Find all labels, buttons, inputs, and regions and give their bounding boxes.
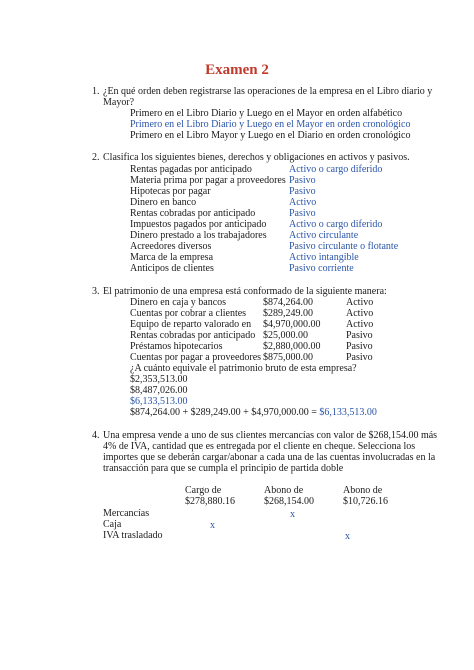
q2-item: Materia prima por pagar a proveedores	[130, 175, 286, 186]
q3-type: Pasivo	[346, 352, 373, 363]
q1-option-2-selected: Primero en el Libro Diario y Luego en el Mayor en orden cronológico	[130, 119, 411, 130]
q2-answer: Activo	[289, 197, 317, 208]
q2-item: Anticipos de clientes	[130, 263, 214, 274]
q3-calc-result: $6,133,513.00	[319, 407, 377, 418]
q2-answer: Pasivo	[289, 186, 316, 197]
q2-answer: Activo circulante	[289, 230, 359, 241]
q4-mark-mercancias: x	[290, 509, 295, 520]
q2-answer: Pasivo	[289, 208, 316, 219]
q3-concept: Cuentas por pagar a proveedores	[130, 352, 262, 363]
q4-line: Una empresa vende a uno de sus clientes mercancías con valor de $268,154.00 más	[103, 430, 438, 441]
q3-calculation	[130, 407, 377, 419]
q2-item: Marca de la empresa	[130, 252, 214, 263]
q1-option-3: Primero en el Libro Mayor y Luego en el Diario en orden cronológico	[130, 130, 411, 141]
q4-account: Caja	[103, 519, 122, 530]
q3-amount: $875,000.00	[263, 352, 313, 363]
q1-line2: Mayor?	[103, 97, 135, 108]
q4-number: 4.	[92, 430, 100, 441]
q3-amount: $289,249.00	[263, 308, 313, 319]
q3-concept: Equipo de reparto valorado en	[130, 319, 252, 330]
q3-question: ¿A cuánto equivale el patrimonio bruto de esta empresa?	[130, 363, 357, 374]
q2-answer: Activo o cargo diferido	[289, 219, 383, 230]
q4-line: transacción para que se cumpla el principio de partida doble	[103, 463, 344, 474]
q3-option-2: $8,487,026.00	[130, 385, 188, 396]
q2-item: Impuestos pagados por anticipado	[130, 219, 267, 230]
q2-item: Hipotecas por pagar	[130, 186, 211, 197]
q3-concept: Cuentas por cobrar a clientes	[130, 308, 247, 319]
q4-mark-iva: x	[345, 531, 350, 542]
q1-number: 1.	[92, 86, 100, 97]
page-title: Examen 2	[205, 62, 269, 78]
q3-type: Activo	[346, 319, 374, 330]
q3-amount: $2,880,000.00	[263, 341, 321, 352]
q2-item: Dinero prestado a los trabajadores	[130, 230, 267, 241]
q2-item: Rentas pagadas por anticipado	[130, 164, 252, 175]
q4-header-label: Abono de	[343, 485, 383, 496]
q2-answer: Activo intangible	[289, 252, 359, 263]
q2-item: Acreedores diversos	[130, 241, 212, 252]
q4-header-label: Abono de	[264, 485, 304, 496]
q1-line1: ¿En qué orden deben registrarse las operaciones de la empresa en el Libro diario y	[103, 86, 433, 97]
q4-header-label: Cargo de	[185, 485, 222, 496]
q3-concept: Dinero en caja y bancos	[130, 297, 227, 308]
q3-type: Pasivo	[346, 341, 373, 352]
q4-mark-caja: x	[210, 520, 215, 531]
q2-answer: Activo o cargo diferido	[289, 164, 383, 175]
q3-type: Pasivo	[346, 330, 373, 341]
q3-amount: $25,000.00	[263, 330, 308, 341]
q2-answer: Pasivo	[289, 175, 316, 186]
q4-line: 4% de IVA, cantidad que es entregada por el cliente en cheque. Selecciona los	[103, 441, 416, 452]
q2-answer: Pasivo corriente	[289, 263, 354, 274]
q3-calc-prefix: $874,264.00 + $289,249.00 + $4,970,000.00 =	[130, 407, 320, 418]
q4-header-amount: $278,880.16	[185, 496, 235, 507]
q4-header-amount: $10,726.16	[343, 496, 388, 507]
q1-option-1: Primero en el Libro Diario y Luego en el Mayor en orden alfabético	[130, 108, 403, 119]
q4-account: IVA trasladado	[103, 530, 163, 541]
q3-option-1: $2,353,513.00	[130, 374, 188, 385]
q2-answer: Pasivo circulante o flotante	[289, 241, 399, 252]
q4-account: Mercancías	[103, 508, 150, 519]
q3-option-3-selected: $6,133,513.00	[130, 396, 188, 407]
q3-prompt: El patrimonio de una empresa está conformado de la siguiente manera:	[103, 286, 387, 297]
q3-amount: $874,264.00	[263, 297, 313, 308]
q3-concept: Préstamos hipotecarios	[130, 341, 223, 352]
q3-concept: Rentas cobradas por anticipado	[130, 330, 256, 341]
q2-prompt: Clasifica los siguientes bienes, derechos y obligaciones en activos y pasivos.	[103, 152, 410, 163]
q2-number: 2.	[92, 152, 100, 163]
q2-item: Rentas cobradas por anticipado	[130, 208, 256, 219]
q3-type: Activo	[346, 308, 374, 319]
q2-item: Dinero en banco	[130, 197, 197, 208]
q3-type: Activo	[346, 297, 374, 308]
q4-header-amount: $268,154.00	[264, 496, 314, 507]
q4-line: importes que se deberán cargar/abonar a cada una de las cuentas involucradas en la	[103, 452, 436, 463]
q3-amount: $4,970,000.00	[263, 319, 321, 330]
q3-number: 3.	[92, 286, 100, 297]
